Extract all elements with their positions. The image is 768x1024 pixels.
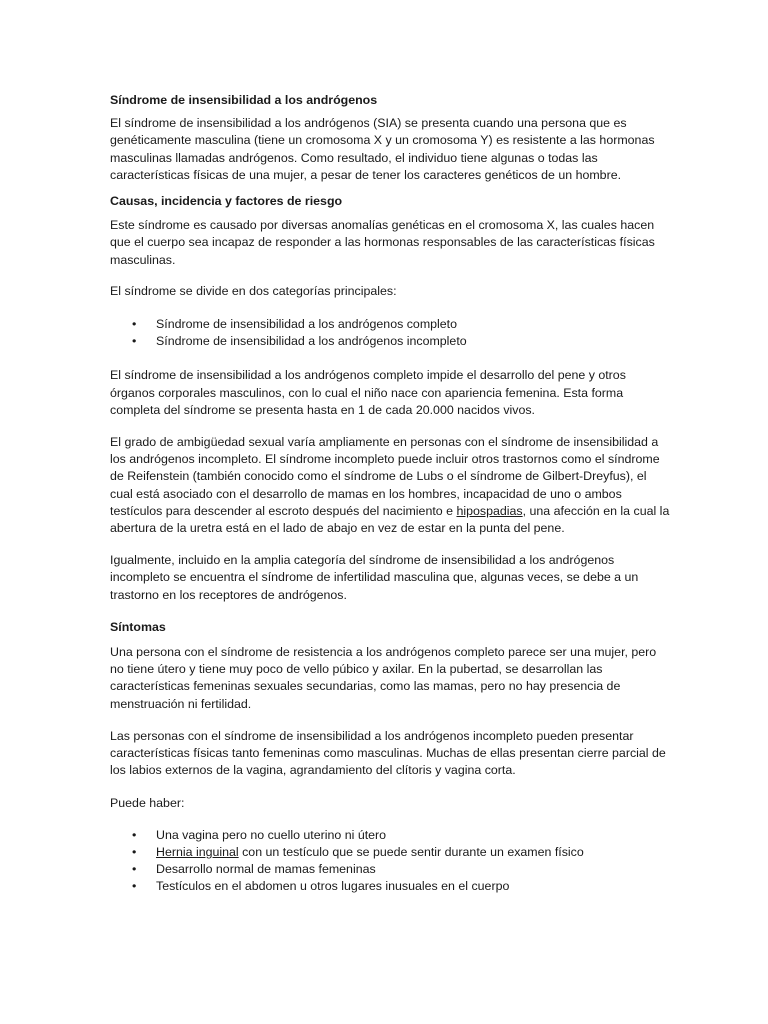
paragraph-symptoms-1: Una persona con el síndrome de resistencia a los andrógenos completo parece ser una mujer, pero no tiene útero y tiene muy poco de vello púbico y axilar. En la pubertad, se desarrollan las características femeninas sexuales secundarias, como las mamas, pero no hay presencia de menstruación ni fertilidad.: [110, 645, 657, 711]
bullet-icon: •: [132, 844, 137, 859]
paragraph-symptoms-2: Las personas con el síndrome de insensibilidad a los andrógenos incompleto pueden presentar características físicas tanto femeninas como masculinas. Muchas de ellas presentan cierre parcial de los labios externos de la vagina, agrandamiento del clítoris y vagina corta.: [110, 728, 666, 778]
list-item: [110, 878, 670, 895]
paragraph-infertility: Igualmente, incluido en la amplia categoría del síndrome de insensibilidad a los andrógenos incompleto se encuentra el síndrome de infertilidad masculina que, algunas veces, se debe a un trastorno en los receptores de andrógenos.: [110, 553, 639, 602]
list-item: [110, 316, 670, 333]
paragraph-ambiguity-text: El grado de ambigüedad sexual varía ampliamente en personas con el síndrome de insensibilidad a los andrógenos incompleto. El síndrome incompleto puede incluir otros trastornos como el síndrome de Reifenstein (también conocido como el síndrome de Lubs o el síndrome de Gilbert-Dreyfus), el cual está asociado con el desarrollo de mamas en los hombres, incapacidad de uno o ambos testículos para descender al escroto después del nacimiento e: [110, 435, 660, 518]
heading-causes: Causas, incidencia y factores de riesgo: [110, 194, 343, 209]
paragraph-causes: Este síndrome es causado por diversas anomalías genéticas en el cromosoma X, las cuales hacen que el cuerpo sea incapaz de responder a las hormonas responsables de las características físicas masculinas.: [110, 218, 655, 267]
list-item-text: Síndrome de insensibilidad a los andrógenos incompleto: [156, 334, 467, 349]
list-item: [110, 827, 670, 844]
list-item: [110, 333, 670, 350]
hipospadias-link[interactable]: hipospadias: [456, 503, 523, 518]
list-item-text: Una vagina pero no cuello uterino ni útero: [156, 827, 387, 842]
paragraph-categories: El síndrome se divide en dos categorías principales:: [110, 283, 397, 298]
findings-list: [110, 827, 670, 896]
list-item-text: Síndrome de insensibilidad a los andrógenos completo: [156, 317, 458, 332]
bullet-icon: •: [132, 879, 137, 894]
list-item: [110, 844, 670, 861]
bullet-icon: •: [132, 334, 137, 349]
paragraph-puede: Puede haber:: [110, 795, 185, 810]
bullet-icon: •: [132, 317, 137, 332]
bullet-icon: •: [132, 862, 137, 877]
paragraph-complete: El síndrome de insensibilidad a los andrógenos completo impide el desarrollo del pene y otros órganos corporales masculinos, con lo cual el niño nace con apariencia femenina. Esta forma completa del síndrome se presenta hasta en 1 de cada 20.000 nacidos vivos.: [110, 368, 626, 417]
bullet-icon: •: [132, 827, 137, 842]
heading-main: Síndrome de insensibilidad a los andrógenos: [110, 93, 378, 107]
paragraph-ambiguity-text-end: , una afección en la cual la abertura de la uretra está en el lado de abajo en vez de estar en la punta del pene.: [110, 503, 670, 536]
heading-symptoms: Síntomas: [110, 619, 166, 634]
list-item: [110, 861, 670, 878]
paragraph-ambiguity: [110, 434, 670, 537]
list-item-text: con un testículo que se puede sentir durante un examen físico: [238, 844, 584, 859]
categories-list: [110, 316, 670, 350]
paragraph-intro: El síndrome de insensibilidad a los andrógenos (SIA) se presenta cuando una persona que es genéticamente masculina (tiene un cromosoma X y un cromosoma Y) es resistente a las hormonas masculinas llamadas andrógenos. Como resultado, el individuo tiene algunas o todas las características físicas de una mujer, a pesar de tener los caracteres genéticos de un hombre.: [110, 116, 655, 182]
hernia-inguinal-link[interactable]: Hernia inguinal: [156, 844, 239, 859]
document-body: [110, 92, 670, 896]
list-item-text: Testículos en el abdomen u otros lugares inusuales en el cuerpo: [156, 879, 510, 894]
list-item-text: Desarrollo normal de mamas femeninas: [156, 862, 376, 877]
